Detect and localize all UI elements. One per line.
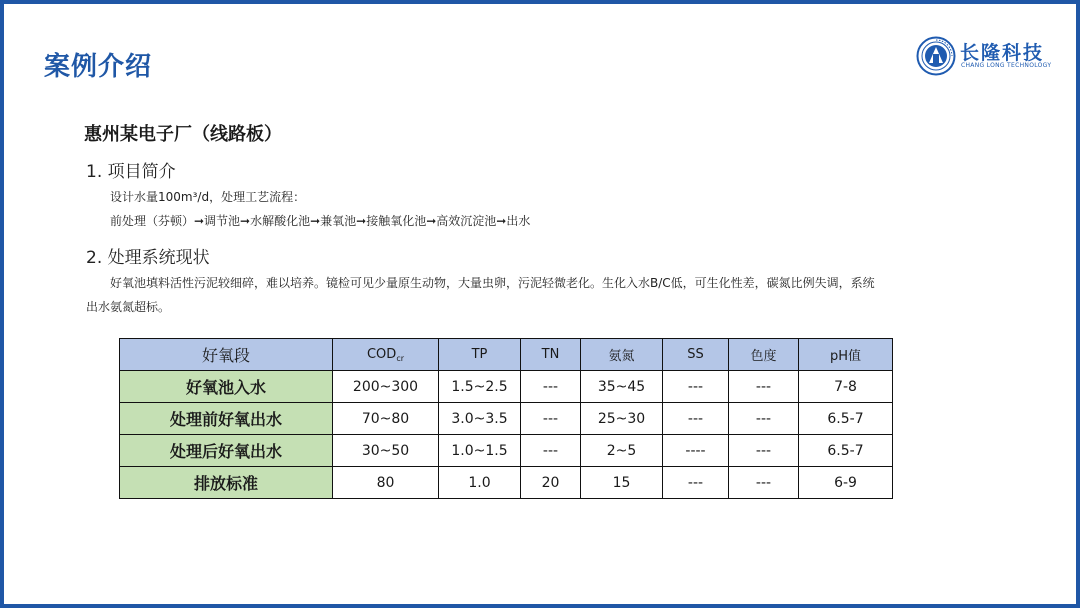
table-cell: ---: [729, 435, 799, 467]
table-cell: ---: [521, 403, 581, 435]
table-cell: 20: [521, 467, 581, 499]
table-cell: ---: [521, 371, 581, 403]
table-cell: 200~300: [333, 371, 439, 403]
table-cell: 35~45: [581, 371, 663, 403]
table-header-row: [120, 339, 893, 371]
table-row: [120, 467, 893, 499]
table-cell: ---: [729, 371, 799, 403]
table-cell: 6.5-7: [799, 403, 893, 435]
table-cell: 1.0: [439, 467, 521, 499]
section2-line2: 出水氨氮超标。: [86, 300, 171, 314]
header-cod-main: COD: [366, 346, 397, 362]
table-cell: ---: [663, 403, 729, 435]
table-cell: 7-8: [799, 371, 893, 403]
logo-chinese-name: 长隆科技: [960, 42, 1045, 64]
table-row: [120, 403, 893, 435]
header-color: 色度: [729, 339, 799, 371]
header-ss: SS: [663, 339, 729, 371]
header-tp: TP: [439, 339, 521, 371]
section1-title: 1. 项目简介: [86, 162, 176, 182]
section2-line1: 好氧池填料活性污泥较细碎，难以培养。镜检可见少量原生动物，大量虫卵，污泥轻微老化。生化入水B/C低，可生化性差，碳氮比例失调，系统: [110, 276, 875, 290]
row-label: 处理后好氧出水: [120, 435, 333, 467]
row-label: 处理前好氧出水: [120, 403, 333, 435]
company-logo: [916, 36, 1056, 80]
logo-emblem-icon: [916, 36, 956, 76]
table-cell: 6.5-7: [799, 435, 893, 467]
table-cell: 3.0~3.5: [439, 403, 521, 435]
header-stage: 好氧段: [120, 339, 333, 371]
header-nh3: 氨氮: [581, 339, 663, 371]
table-cell: ---: [663, 371, 729, 403]
header-cod: [333, 339, 439, 371]
section1-process-flow: 前处理（芬顿）➞调节池➞水解酸化池➞兼氧池➞接触氧化池➞高效沉淀池➞出水: [110, 214, 531, 228]
header-cod-sub: cr: [396, 353, 404, 363]
logo-english-name: CHANG LONG TECHNOLOGY: [961, 62, 1052, 69]
case-subtitle: 惠州某电子厂（线路板）: [84, 124, 282, 145]
water-quality-table: [119, 338, 893, 499]
row-label: 排放标准: [120, 467, 333, 499]
table-cell: 30~50: [333, 435, 439, 467]
slide-heading: 案例介绍: [44, 52, 153, 82]
table-cell: 80: [333, 467, 439, 499]
table-row: [120, 371, 893, 403]
section1-line1: 设计水量100m³/d，处理工艺流程：: [110, 190, 306, 204]
table-cell: 2~5: [581, 435, 663, 467]
table-cell: 1.0~1.5: [439, 435, 521, 467]
table-cell: 15: [581, 467, 663, 499]
header-tn: TN: [521, 339, 581, 371]
table-cell: 25~30: [581, 403, 663, 435]
table-cell: ---: [663, 467, 729, 499]
table-cell: ---: [521, 435, 581, 467]
table-cell: ----: [663, 435, 729, 467]
table-cell: ---: [729, 403, 799, 435]
table-cell: 70~80: [333, 403, 439, 435]
row-label: 好氧池入水: [120, 371, 333, 403]
header-ph: pH值: [799, 339, 893, 371]
table-cell: 1.5~2.5: [439, 371, 521, 403]
section2-title: 2. 处理系统现状: [86, 248, 210, 268]
table-cell: 6-9: [799, 467, 893, 499]
table-row: [120, 435, 893, 467]
table-cell: ---: [729, 467, 799, 499]
